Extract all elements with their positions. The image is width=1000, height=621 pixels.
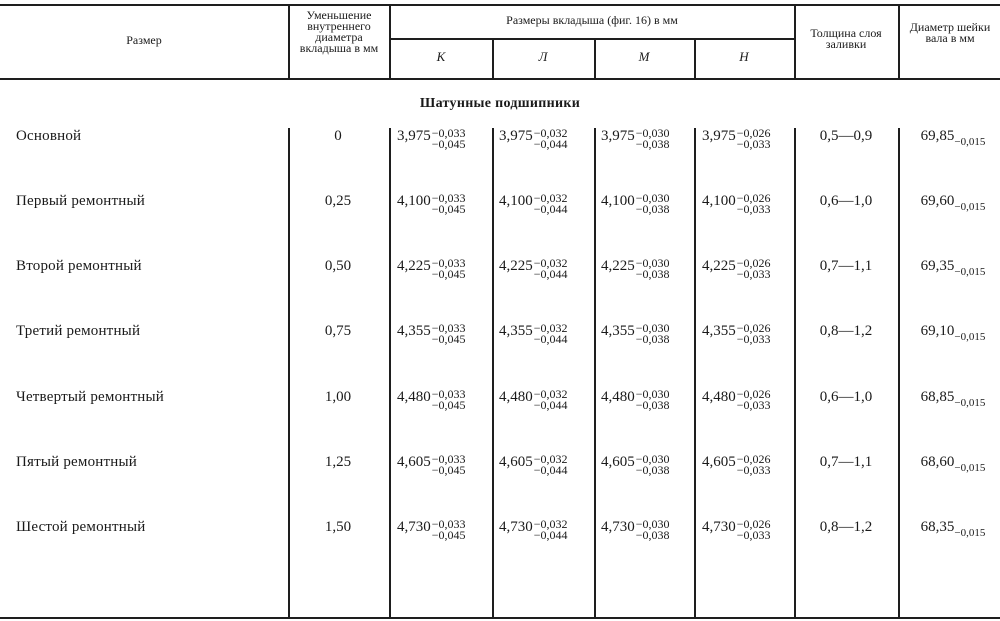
tolerance-lower: −0,044 [533, 137, 568, 151]
tolerance-upper: −0,033 [431, 452, 466, 466]
row-layer-thickness: 0,8—1,2 [819, 519, 873, 535]
dim-tolerance [432, 389, 466, 411]
row-dim-k [397, 193, 466, 215]
row-size-name: Шестой ремонтный [16, 519, 146, 535]
dim-tolerance [534, 519, 568, 541]
row-dim-k [397, 454, 466, 476]
tolerance-upper: −0,026 [736, 387, 771, 401]
dim-tolerance [737, 193, 771, 215]
row-layer-thickness: 0,5—0,9 [819, 128, 873, 144]
shaft-tolerance: −0,015 [954, 462, 986, 474]
row-reduction: 0 [334, 128, 342, 144]
tolerance-upper: −0,030 [635, 191, 670, 205]
tolerance-upper: −0,030 [635, 387, 670, 401]
table-row [0, 193, 1000, 223]
tolerance-lower: −0,038 [635, 463, 670, 477]
row-layer-thickness: 0,6—1,0 [819, 193, 873, 209]
dim-tolerance [636, 454, 670, 476]
header-size: Размер [126, 33, 162, 47]
row-reduction: 1,50 [324, 519, 352, 535]
shaft-value: 68,85 [920, 389, 955, 405]
dim-tolerance [636, 323, 670, 345]
dim-tolerance [432, 323, 466, 345]
shaft-tolerance: −0,015 [954, 266, 986, 278]
shaft-tolerance: −0,015 [954, 136, 986, 148]
shaft-value: 69,85 [920, 128, 955, 144]
tolerance-lower: −0,045 [431, 202, 466, 216]
row-shaft-diameter [906, 454, 1000, 474]
row-dim-k [397, 389, 466, 411]
row-dim-n [702, 389, 771, 411]
dim-value: 4,225 [702, 258, 736, 274]
row-layer-thickness: 0,7—1,1 [819, 454, 873, 470]
top-rule [0, 4, 1000, 6]
dim-value: 4,605 [702, 454, 736, 470]
tolerance-lower: −0,038 [635, 332, 670, 346]
dim-value: 4,730 [397, 519, 431, 535]
row-reduction: 0,25 [324, 193, 352, 209]
dim-value: 4,730 [601, 519, 635, 535]
dim-value: 4,480 [397, 389, 431, 405]
header-divider-7 [898, 4, 900, 78]
row-dim-n [702, 323, 771, 345]
dim-value: 4,605 [499, 454, 533, 470]
dim-tolerance [737, 128, 771, 150]
row-dim-l [499, 258, 568, 280]
shaft-value: 69,35 [920, 258, 955, 274]
bottom-rule [0, 617, 1000, 619]
tolerance-lower: −0,038 [635, 398, 670, 412]
dim-value: 4,100 [601, 193, 635, 209]
row-dim-l [499, 128, 568, 150]
header-dim-l: Л [538, 49, 548, 64]
dim-value: 4,355 [702, 323, 736, 339]
dim-tolerance [737, 323, 771, 345]
row-dim-l [499, 389, 568, 411]
tolerance-lower: −0,044 [533, 398, 568, 412]
dim-value: 3,975 [397, 128, 431, 144]
dim-tolerance [432, 128, 466, 150]
tolerance-upper: −0,032 [533, 191, 568, 205]
tolerance-lower: −0,044 [533, 463, 568, 477]
header-divider-1 [288, 4, 290, 78]
row-dim-l [499, 454, 568, 476]
shaft-value: 68,60 [920, 454, 955, 470]
header-reduction: Уменьшение внутреннего диаметра вкладыша в мм [299, 8, 379, 55]
row-reduction: 1,25 [324, 454, 352, 470]
dim-value: 4,355 [601, 323, 635, 339]
tolerance-upper: −0,030 [635, 321, 670, 335]
tolerance-upper: −0,033 [431, 387, 466, 401]
dim-value: 4,605 [601, 454, 635, 470]
tolerance-lower: −0,045 [431, 332, 466, 346]
row-dim-m [601, 128, 670, 150]
section-title: Шатунные подшипники [419, 96, 581, 111]
header-shaft: Диаметр шейки вала в мм [909, 20, 991, 45]
dim-value: 3,975 [499, 128, 533, 144]
dim-value: 4,100 [397, 193, 431, 209]
row-shaft-diameter [906, 323, 1000, 343]
tolerance-upper: −0,026 [736, 126, 771, 140]
row-layer-thickness: 0,6—1,0 [819, 389, 873, 405]
tolerance-lower: −0,044 [533, 267, 568, 281]
shaft-tolerance: −0,015 [954, 397, 986, 409]
tolerance-lower: −0,045 [431, 137, 466, 151]
dim-tolerance [636, 519, 670, 541]
shaft-tolerance: −0,015 [954, 527, 986, 539]
tolerance-upper: −0,032 [533, 321, 568, 335]
tolerance-lower: −0,044 [533, 332, 568, 346]
shaft-value: 68,35 [920, 519, 955, 535]
tolerance-lower: −0,038 [635, 137, 670, 151]
tolerance-lower: −0,045 [431, 398, 466, 412]
dim-tolerance [534, 193, 568, 215]
dim-tolerance [534, 258, 568, 280]
tolerance-upper: −0,030 [635, 452, 670, 466]
dim-value: 4,355 [499, 323, 533, 339]
table-row [0, 454, 1000, 484]
tolerance-upper: −0,026 [736, 191, 771, 205]
tolerance-upper: −0,033 [431, 321, 466, 335]
row-dim-l [499, 193, 568, 215]
tolerance-upper: −0,032 [533, 387, 568, 401]
dim-tolerance [432, 519, 466, 541]
row-dim-m [601, 193, 670, 215]
dim-value: 4,225 [601, 258, 635, 274]
header-divider-6 [794, 4, 796, 78]
tolerance-lower: −0,033 [736, 267, 771, 281]
dim-value: 4,480 [601, 389, 635, 405]
dim-value: 4,730 [499, 519, 533, 535]
dim-value: 4,225 [397, 258, 431, 274]
row-dim-l [499, 519, 568, 541]
shaft-tolerance: −0,015 [954, 201, 986, 213]
dim-tolerance [737, 519, 771, 541]
tolerance-lower: −0,033 [736, 137, 771, 151]
row-dim-m [601, 389, 670, 411]
row-shaft-diameter [906, 519, 1000, 539]
tolerance-upper: −0,030 [635, 256, 670, 270]
table-row [0, 323, 1000, 353]
dim-tolerance [432, 454, 466, 476]
header-bottom-rule [0, 78, 1000, 80]
tolerance-upper: −0,032 [533, 517, 568, 531]
header-layer: Толщина слоя заливки [810, 26, 882, 51]
tolerance-lower: −0,033 [736, 202, 771, 216]
tolerance-upper: −0,032 [533, 256, 568, 270]
row-size-name: Третий ремонтный [16, 323, 141, 339]
row-shaft-diameter [906, 389, 1000, 409]
dim-value: 4,355 [397, 323, 431, 339]
table-row [0, 389, 1000, 419]
row-dim-l [499, 323, 568, 345]
dim-value: 3,975 [702, 128, 736, 144]
tolerance-lower: −0,045 [431, 267, 466, 281]
dim-value: 3,975 [601, 128, 635, 144]
dim-value: 4,480 [499, 389, 533, 405]
row-size-name: Первый ремонтный [16, 193, 145, 209]
tolerance-lower: −0,044 [533, 528, 568, 542]
dim-value: 4,100 [702, 193, 736, 209]
row-dim-n [702, 258, 771, 280]
dim-tolerance [534, 389, 568, 411]
dim-tolerance [636, 128, 670, 150]
dim-value: 4,730 [702, 519, 736, 535]
dim-value: 4,605 [397, 454, 431, 470]
row-dim-k [397, 128, 466, 150]
dim-tolerance [737, 454, 771, 476]
tolerance-lower: −0,044 [533, 202, 568, 216]
tolerance-upper: −0,026 [736, 256, 771, 270]
row-dim-m [601, 519, 670, 541]
dim-tolerance [432, 258, 466, 280]
row-dim-k [397, 323, 466, 345]
row-size-name: Основной [16, 128, 82, 144]
dim-tolerance [636, 258, 670, 280]
row-shaft-diameter [906, 258, 1000, 278]
row-size-name: Четвертый ремонтный [16, 389, 164, 405]
tolerance-lower: −0,038 [635, 267, 670, 281]
row-dim-k [397, 519, 466, 541]
dim-tolerance [432, 193, 466, 215]
dim-tolerance [636, 389, 670, 411]
row-dim-n [702, 454, 771, 476]
shaft-value: 69,60 [920, 193, 955, 209]
row-dim-m [601, 454, 670, 476]
shaft-tolerance: −0,015 [954, 331, 986, 343]
tolerance-lower: −0,038 [635, 202, 670, 216]
tolerance-upper: −0,033 [431, 191, 466, 205]
tolerance-upper: −0,026 [736, 517, 771, 531]
dim-tolerance [534, 454, 568, 476]
row-reduction: 0,75 [324, 323, 352, 339]
row-dim-m [601, 258, 670, 280]
table-row [0, 519, 1000, 549]
tolerance-lower: −0,033 [736, 463, 771, 477]
header-dim-m: М [638, 49, 650, 64]
dim-tolerance [636, 193, 670, 215]
row-size-name: Второй ремонтный [16, 258, 142, 274]
tolerance-upper: −0,026 [736, 321, 771, 335]
header-dim-k: К [436, 49, 446, 64]
tolerance-upper: −0,033 [431, 517, 466, 531]
row-shaft-diameter [906, 193, 1000, 213]
tolerance-lower: −0,045 [431, 463, 466, 477]
row-dim-n [702, 519, 771, 541]
table-row [0, 128, 1000, 158]
tolerance-lower: −0,045 [431, 528, 466, 542]
dim-tolerance [737, 258, 771, 280]
row-dim-k [397, 258, 466, 280]
tolerance-lower: −0,038 [635, 528, 670, 542]
dim-value: 4,100 [499, 193, 533, 209]
header-dim-n: Н [739, 49, 749, 64]
dim-value: 4,225 [499, 258, 533, 274]
row-dim-n [702, 193, 771, 215]
tolerance-upper: −0,033 [431, 256, 466, 270]
row-dim-n [702, 128, 771, 150]
row-reduction: 1,00 [324, 389, 352, 405]
row-layer-thickness: 0,7—1,1 [819, 258, 873, 274]
dim-value: 4,480 [702, 389, 736, 405]
tolerance-lower: −0,033 [736, 528, 771, 542]
row-layer-thickness: 0,8—1,2 [819, 323, 873, 339]
dim-tolerance [534, 323, 568, 345]
tolerance-upper: −0,030 [635, 517, 670, 531]
tolerance-lower: −0,033 [736, 332, 771, 346]
dim-tolerance [737, 389, 771, 411]
dim-tolerance [534, 128, 568, 150]
tolerance-upper: −0,033 [431, 126, 466, 140]
shaft-value: 69,10 [920, 323, 955, 339]
tolerance-upper: −0,026 [736, 452, 771, 466]
tolerance-upper: −0,030 [635, 126, 670, 140]
row-reduction: 0,50 [324, 258, 352, 274]
row-dim-m [601, 323, 670, 345]
tolerance-lower: −0,033 [736, 398, 771, 412]
liner-sub-rule [390, 38, 794, 40]
row-size-name: Пятый ремонтный [16, 454, 138, 470]
header-liner-dims: Размеры вкладыша (фиг. 16) в мм [506, 13, 678, 27]
tolerance-upper: −0,032 [533, 452, 568, 466]
table-row [0, 258, 1000, 288]
row-shaft-diameter [906, 128, 1000, 148]
tolerance-upper: −0,032 [533, 126, 568, 140]
